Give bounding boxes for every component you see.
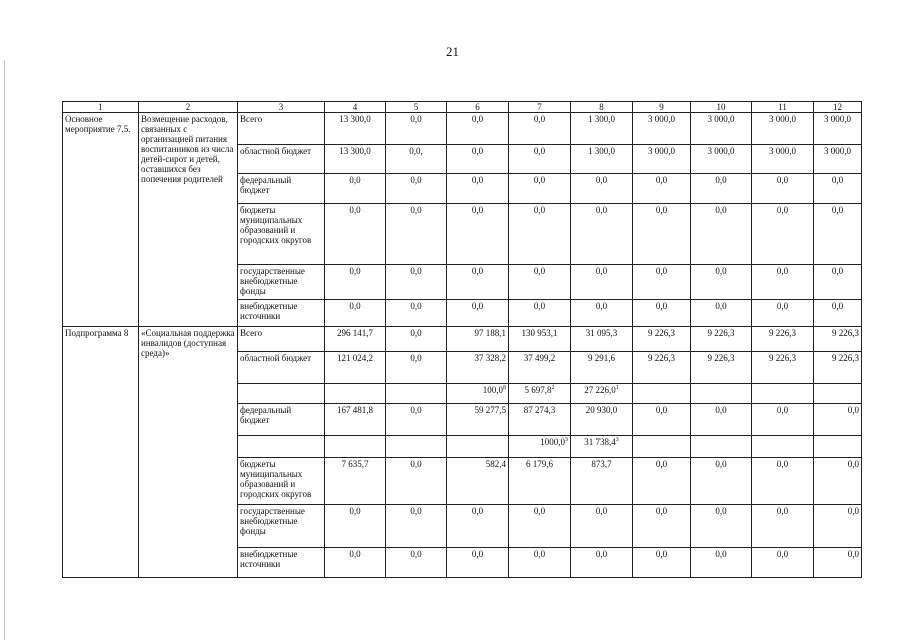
table-cell: 0,0 — [814, 300, 862, 327]
note-value: 100,0 — [482, 385, 503, 395]
table-cell: 0,0 — [633, 505, 691, 548]
table-cell: 0,0 — [386, 352, 447, 384]
table-cell — [691, 436, 752, 458]
table-cell — [447, 384, 509, 404]
funding-source: Всего — [238, 113, 325, 145]
table-cell: 0,0 — [571, 265, 633, 300]
column-header: 10 — [691, 102, 752, 113]
table-cell: 0,0 — [386, 174, 447, 204]
table-cell: 0,0 — [509, 548, 571, 578]
table-cell: 0,0 — [325, 265, 386, 300]
table-cell: 167 481,8 — [325, 404, 386, 436]
table-cell: 873,7 — [571, 458, 633, 505]
table-cell: 0,0 — [752, 204, 814, 265]
note-value: 27 226,0 — [584, 385, 616, 395]
funding-source: федеральный бюджет — [238, 404, 325, 436]
note-value: 1000,0 — [540, 437, 565, 447]
table-cell: 0,0 — [691, 265, 752, 300]
table-cell: 97 188,1 — [447, 327, 509, 352]
table-cell: 0,0 — [571, 300, 633, 327]
funding-source: федеральный бюджет — [238, 174, 325, 204]
table-cell: 0,0 — [447, 265, 509, 300]
table-cell: 3 000,0 — [814, 113, 862, 145]
table-cell: 0,0 — [633, 300, 691, 327]
table-cell — [752, 384, 814, 404]
table-cell: 87 274,3 — [509, 404, 571, 436]
table-cell: 0,0 — [633, 265, 691, 300]
table-cell: 3 000,0 — [814, 145, 862, 174]
table-cell — [325, 384, 386, 404]
table-cell: 0,0 — [571, 548, 633, 578]
table-cell — [509, 436, 571, 458]
section-code: Основное мероприятие 7.5. — [63, 113, 139, 327]
funding-source: областной бюджет — [238, 352, 325, 384]
table-cell: 0,0 — [814, 204, 862, 265]
column-header: 2 — [139, 102, 238, 113]
table-cell: 9 226,3 — [752, 352, 814, 384]
table-cell: 9 226,3 — [633, 327, 691, 352]
table-cell — [752, 436, 814, 458]
table-cell: 9 291,6 — [571, 352, 633, 384]
table-cell: 0,0 — [752, 174, 814, 204]
footnote-mark: 3 — [615, 437, 619, 443]
section-title: Возмещение расходов, связанных с организацией питания воспитанников из числа детей-сирот и детей, оставшихся без попечения родителей — [139, 113, 238, 327]
footnote-mark: 2 — [551, 385, 555, 391]
table-cell — [691, 384, 752, 404]
table-cell: 0,0 — [752, 548, 814, 578]
table-cell: 0,0 — [386, 300, 447, 327]
table-cell: 0,0 — [325, 505, 386, 548]
note-value: 31 738,4 — [584, 437, 616, 447]
table-cell: 59 277,5 — [447, 404, 509, 436]
table-cell: 0,0 — [633, 458, 691, 505]
table-cell: 0,0 — [386, 265, 447, 300]
table-cell: 9 226,3 — [814, 327, 862, 352]
table-cell: 0,0 — [691, 174, 752, 204]
funding-source: государственные внебюджетные фонды — [238, 265, 325, 300]
table-cell: 0,0 — [386, 327, 447, 352]
table-cell: 9 226,3 — [752, 327, 814, 352]
table-cell: 6 179,6 — [509, 458, 571, 505]
table-cell: 0,0 — [447, 204, 509, 265]
column-header: 7 — [509, 102, 571, 113]
table-cell: 0,0 — [509, 174, 571, 204]
table-cell: 0,0 — [633, 548, 691, 578]
table-cell: 0,0 — [752, 265, 814, 300]
column-header: 6 — [447, 102, 509, 113]
table-cell: 0,0 — [814, 404, 862, 436]
table-cell — [633, 384, 691, 404]
table-cell — [238, 384, 325, 404]
table-cell: 0,0 — [571, 174, 633, 204]
table-cell: 7 635,7 — [325, 458, 386, 505]
table-cell: 0,0 — [691, 458, 752, 505]
section-title: «Социальная поддержка инвалидов (доступная среда)» — [139, 327, 238, 578]
footnote-mark: 3 — [565, 437, 568, 443]
table-cell: 1 300,0 — [571, 113, 633, 145]
table-cell: 0,0 — [571, 204, 633, 265]
table-cell: 13 300,0 — [325, 113, 386, 145]
table-cell: 0,0 — [509, 265, 571, 300]
table-cell: 0,0 — [509, 113, 571, 145]
table-cell: 20 930,0 — [571, 404, 633, 436]
table-cell: 0,0 — [325, 300, 386, 327]
table-cell: 0,0 — [386, 505, 447, 548]
table-cell: 3 000,0 — [633, 113, 691, 145]
table-cell: 0,0 — [386, 458, 447, 505]
table-cell: 0,0 — [691, 204, 752, 265]
table-cell: 130 953,1 — [509, 327, 571, 352]
column-header: 1 — [63, 102, 139, 113]
table-cell: 0,0 — [447, 145, 509, 174]
table-cell: 0,0 — [447, 300, 509, 327]
footnote-mark: 1 — [615, 385, 619, 391]
table-cell: 3 000,0 — [691, 145, 752, 174]
table-cell: 0,0 — [509, 505, 571, 548]
table-cell: 0,0 — [752, 505, 814, 548]
table-cell: 0,0 — [633, 204, 691, 265]
table-cell: 0,0 — [571, 505, 633, 548]
table-cell: 0,0 — [325, 548, 386, 578]
table-row — [63, 113, 862, 145]
table-cell: 0,0 — [814, 458, 862, 505]
table-cell: 9 226,3 — [814, 352, 862, 384]
table-cell: 0,0 — [325, 204, 386, 265]
table-cell — [571, 436, 633, 458]
table-cell: 3 000,0 — [633, 145, 691, 174]
scan-left-edge — [4, 60, 5, 640]
table-cell: 0,0 — [509, 300, 571, 327]
table-cell: 0,0 — [633, 404, 691, 436]
table-cell: 582,4 — [447, 458, 509, 505]
column-header: 4 — [325, 102, 386, 113]
note-value: 5 697,8 — [524, 385, 552, 395]
table-cell: 0,0 — [447, 113, 509, 145]
table-cell: 0,0 — [325, 174, 386, 204]
table-cell: 0,0 — [447, 548, 509, 578]
funding-source: бюджеты муниципальных образований и городских округов — [238, 204, 325, 265]
section-code: Подпрограмма 8 — [63, 327, 139, 578]
column-header: 5 — [386, 102, 447, 113]
table-cell: 0,0 — [509, 145, 571, 174]
table-cell: 0,0 — [633, 174, 691, 204]
table-cell: 0,0 — [386, 404, 447, 436]
column-header: 8 — [571, 102, 633, 113]
table-cell — [571, 384, 633, 404]
page-number: 21 — [446, 44, 459, 59]
funding-source: внебюджетные источники — [238, 300, 325, 327]
column-header: 9 — [633, 102, 691, 113]
table-cell: 9 226,3 — [691, 327, 752, 352]
table-cell — [633, 436, 691, 458]
table-cell: 0,0 — [691, 548, 752, 578]
table-cell: 3 000,0 — [691, 113, 752, 145]
table-cell: 31 095,3 — [571, 327, 633, 352]
table-cell: 0,0 — [447, 505, 509, 548]
table-cell: 0,0 — [814, 265, 862, 300]
table-cell: 0,0 — [691, 505, 752, 548]
table-cell: 0,0 — [509, 204, 571, 265]
table-cell: 0,0 — [691, 404, 752, 436]
table-cell: 296 141,7 — [325, 327, 386, 352]
funding-source: внебюджетные источники — [238, 548, 325, 578]
table-cell: 0,0 — [752, 300, 814, 327]
funding-source: бюджеты муниципальных образований и городских округов — [238, 458, 325, 505]
table-cell — [325, 436, 386, 458]
table-cell: 0,0 — [814, 505, 862, 548]
table-cell — [814, 436, 862, 458]
column-header: 3 — [238, 102, 325, 113]
table-cell: 0,0 — [752, 458, 814, 505]
budget-table — [62, 101, 862, 578]
table-cell — [386, 384, 447, 404]
funding-source: государственные внебюджетные фонды — [238, 505, 325, 548]
table-cell: 0,0 — [752, 404, 814, 436]
footnote-mark: 8 — [503, 385, 506, 391]
table-cell: 0,0 — [814, 548, 862, 578]
table-cell: 3 000,0 — [752, 113, 814, 145]
table-cell: 0,0 — [447, 174, 509, 204]
table-cell: 1 300,0 — [571, 145, 633, 174]
table-cell — [386, 436, 447, 458]
table-cell: 0,0 — [386, 548, 447, 578]
table-cell — [238, 436, 325, 458]
funding-source: Всего — [238, 327, 325, 352]
column-header: 11 — [752, 102, 814, 113]
table-cell: 9 226,3 — [691, 352, 752, 384]
table-cell — [509, 384, 571, 404]
table-cell: 0,0 — [386, 113, 447, 145]
header-row — [63, 102, 862, 113]
table-cell: 121 024,2 — [325, 352, 386, 384]
table-cell: 9 226,3 — [633, 352, 691, 384]
column-header: 12 — [814, 102, 862, 113]
funding-source: областной бюджет — [238, 145, 325, 174]
table-cell: 0,0 — [386, 204, 447, 265]
table-cell: 0,0, — [386, 145, 447, 174]
table-row — [63, 327, 862, 352]
table-cell: 0,0 — [814, 174, 862, 204]
table-cell — [814, 384, 862, 404]
table-cell: 13 300,0 — [325, 145, 386, 174]
table-cell — [447, 436, 509, 458]
table-cell: 37 499,2 — [509, 352, 571, 384]
table-cell: 0,0 — [691, 300, 752, 327]
table-cell: 3 000,0 — [752, 145, 814, 174]
table-cell: 37 328,2 — [447, 352, 509, 384]
